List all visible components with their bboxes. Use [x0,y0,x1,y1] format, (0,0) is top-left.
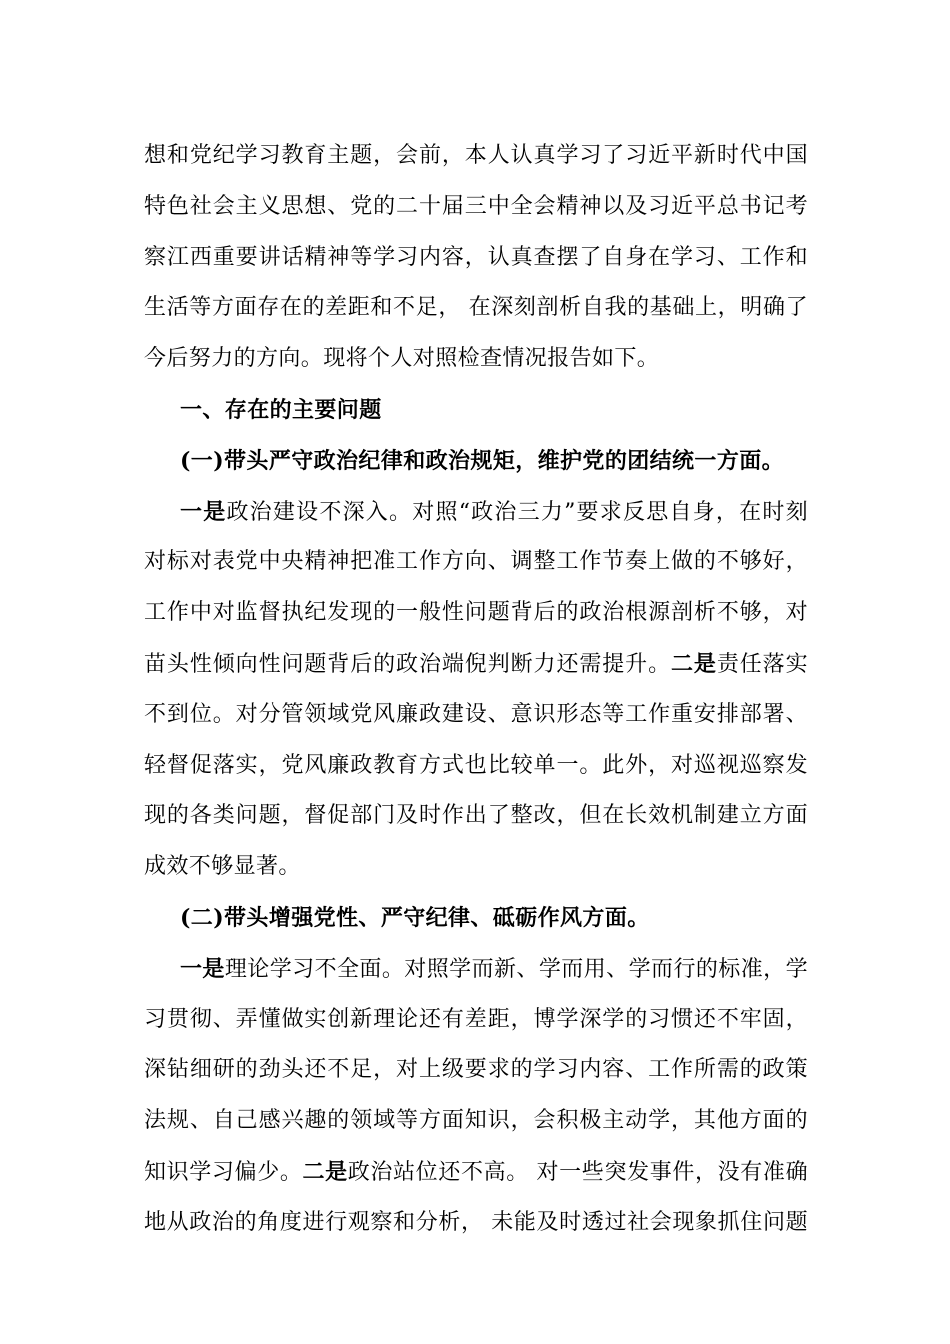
paragraph-line: 对标对表党中央精神把准工作方向、调整工作节奏上做的不够好， [144,549,808,575]
paragraph-line [144,944,808,995]
paragraph-line: 想和党纪学习教育主题，会前，本人认真学习了习近平新时代中国 [144,143,808,168]
paragraph-line: 轻督促落实，党风廉政教育方式也比较单一。此外，对巡视巡察发 [144,752,808,778]
paragraph-line: 成效不够显著。 [144,854,301,880]
paragraph-line [144,639,808,690]
subsection-heading: (二)带头增强党性、严守纪律、砥砺作风方面。 [180,904,650,931]
paragraph-line [144,1147,808,1198]
emphasis-text: 二是 [671,650,717,677]
paragraph-line: 今后努力的方向。现将个人对照检查情况报告如下。 [144,346,660,372]
body-text: 理论学习不全面。对照学而新、学而用、学而行的标准，学 [224,956,808,982]
paragraph-line: 察江西重要讲话精神等学习内容，认真查摆了自身在学习、工作和 [144,244,808,270]
body-text: 知识学习偏少。 [144,1159,303,1185]
document-body [144,131,808,1249]
paragraph-line [144,487,808,538]
body-text: 政治建设不深入。对照“政治三力”要求反思自身，在时刻 [226,499,808,525]
paragraph-line: 特色社会主义思想、党的二十届三中全会精神以及习近平总书记考 [144,193,808,219]
body-text: 政治站位还不高。 对一些突发事件，没有准确 [347,1159,808,1185]
emphasis-text: 一是 [180,955,225,982]
subsection-heading: (一)带头严守政治纪律和政治规矩，维护党的团结统一方面。 [180,447,785,474]
body-text: 责任落实 [716,651,808,677]
paragraph-line: 习贯彻、弄懂做实创新理论还有差距，博学深学的习惯还不牢固， [144,1006,808,1032]
emphasis-text: 二是 [302,1158,348,1185]
paragraph-line: 工作中对监督执纪发现的一般性问题背后的政治根源剖析不够，对 [144,600,808,626]
section-heading: 一、存在的主要问题 [180,396,382,423]
paragraph-line: 现的各类问题，督促部门及时作出了整改，但在长效机制建立方面 [144,803,808,829]
paragraph-line: 不到位。对分管领域党风廉政建设、意识形态等工作重安排部署、 [144,701,808,727]
paragraph-line: 地从政治的角度进行观察和分析， 未能及时透过社会现象抓住问题 [144,1209,808,1235]
paragraph-line: 深钻细研的劲头还不足，对上级要求的学习内容、工作所需的政策 [144,1057,808,1083]
paragraph-line: 生活等方面存在的差距和不足， 在深刻剖析自我的基础上，明确了 [144,295,808,321]
emphasis-text: 一是 [180,498,227,525]
paragraph-line: 法规、自己感兴趣的领域等方面知识，会积极主动学，其他方面的 [144,1108,808,1134]
body-text: 苗头性倾向性问题背后的政治端倪判断力还需提升。 [144,651,672,677]
